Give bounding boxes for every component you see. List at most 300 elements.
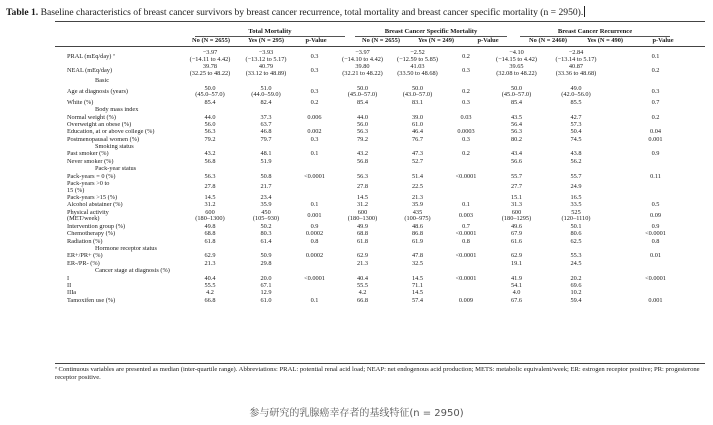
row-label: Smoking status xyxy=(95,143,134,151)
table-cell: 0.8 xyxy=(651,238,660,245)
table-cell xyxy=(445,159,487,166)
table-cell: 27.7 xyxy=(510,183,523,191)
table-cell: 24.5 xyxy=(570,260,582,267)
table-cell xyxy=(606,181,705,195)
table-cell: 44.0 xyxy=(204,114,216,121)
table-cell: 39.0 xyxy=(411,114,424,121)
table-bottom-rule xyxy=(55,363,705,364)
table-cell: 0.0002 xyxy=(305,230,324,238)
table-cell xyxy=(445,78,487,85)
table-cell: 0.2 xyxy=(462,151,470,158)
table-cell xyxy=(238,107,294,114)
table-cell: 0.1 xyxy=(310,202,319,209)
table-row xyxy=(55,275,705,282)
table-cell: 0.5 xyxy=(651,202,660,209)
column-header: p-Value xyxy=(477,37,499,44)
table-cell: 79.2 xyxy=(204,136,216,143)
table-cell: 50.9 xyxy=(260,253,272,260)
table-cell xyxy=(294,78,335,85)
row-label: Physical activity (MET/week) xyxy=(67,209,109,223)
table-cell: 47.3 xyxy=(411,151,424,158)
row-label: Normal weight (%) xyxy=(67,114,116,121)
table-cell xyxy=(335,268,390,275)
table-cell: 80.3 xyxy=(260,230,272,238)
table-cell: 56.3 xyxy=(204,128,216,136)
table-cell xyxy=(390,166,445,173)
table-cell xyxy=(182,78,238,85)
table-cell xyxy=(445,144,487,151)
table-row xyxy=(55,122,705,129)
table-cell: 43.5 xyxy=(510,114,523,121)
table-cell: 22.5 xyxy=(411,183,424,191)
table-top-rule xyxy=(55,21,705,22)
table-cell: 43.8 xyxy=(570,151,582,158)
table-cell xyxy=(445,283,487,290)
table-cell: 0.9 xyxy=(651,151,660,158)
table-cell: 66.8 xyxy=(356,297,369,304)
table-cell: 0.11 xyxy=(650,173,661,180)
row-label: Hormone receptor status xyxy=(95,245,157,252)
table-cell xyxy=(546,78,606,85)
table-cell: 57.4 xyxy=(411,297,424,304)
table-row xyxy=(55,195,705,202)
row-label: Postmenopausal women (%) xyxy=(67,136,140,143)
table-cell: 85.4 xyxy=(204,99,216,106)
table-cell: 85.4 xyxy=(510,99,523,106)
table-cell xyxy=(445,181,487,195)
table-row xyxy=(55,202,705,209)
table-cell: 0.01 xyxy=(649,253,662,260)
table-cell: 79.7 xyxy=(260,136,272,143)
table-row xyxy=(55,50,705,64)
table-cell: 27.8 xyxy=(356,183,369,191)
table-cell xyxy=(294,107,335,114)
table-cell: 0.3 xyxy=(310,88,319,96)
table-cell: 79.2 xyxy=(356,136,369,143)
table-cell: <0.0001 xyxy=(455,275,477,282)
table-cell: −4.10 (−14.15 to 4.42) xyxy=(496,50,537,63)
table-cell: 33.5 xyxy=(570,202,582,209)
table-cell: 35.9 xyxy=(411,202,424,209)
table-cell xyxy=(487,107,546,114)
table-cell xyxy=(445,246,487,253)
row-label: Intervention group (%) xyxy=(67,223,126,230)
table-cell: 51.4 xyxy=(411,173,424,180)
table-row xyxy=(55,99,705,106)
row-label: ER-/PR- (%) xyxy=(67,260,100,267)
table-cell xyxy=(606,78,705,85)
table-cell xyxy=(546,268,606,275)
table-cell: 0.03 xyxy=(460,114,472,121)
table-cell: −2.84 (−13.14 to 5.17) xyxy=(555,50,597,63)
table-cell: 27.8 xyxy=(204,183,216,191)
table-cell xyxy=(390,144,445,151)
table-cell: <0.0001 xyxy=(455,253,477,260)
table-cell: 14.5 xyxy=(411,289,424,297)
table-cell xyxy=(294,144,335,151)
table-cell: 50.0 (45.0–57.0) xyxy=(195,85,225,99)
table-cell xyxy=(294,283,335,290)
table-cell: 80.2 xyxy=(510,136,523,143)
table-cell: 76.7 xyxy=(411,136,424,143)
table-cell: 21.7 xyxy=(260,183,272,191)
table-cell xyxy=(182,144,238,151)
table-cell xyxy=(294,260,335,267)
table-cell: 0.8 xyxy=(310,238,319,245)
header-rule xyxy=(55,46,705,47)
table-cell: 24.9 xyxy=(570,183,582,191)
table-cell: 0.1 xyxy=(462,202,470,209)
table-title-text: Baseline characteristics of breast cancer survivors by breast cancer recurrence, total mortality and breast cancer specific mortality (n = 2950). xyxy=(40,7,584,18)
table-cell: 40.87 (33.36 to 48.68) xyxy=(555,64,597,77)
table-cell: 56.8 xyxy=(356,158,369,165)
table-cell: 32.5 xyxy=(411,260,424,267)
table-cell: 46.4 xyxy=(411,128,424,136)
table-cell: <0.0001 xyxy=(455,230,477,238)
table-cell: 4.2 xyxy=(206,289,214,297)
table-cell xyxy=(487,246,546,253)
table-cell xyxy=(445,107,487,114)
table-cell xyxy=(606,246,705,253)
table-cell: 29.8 xyxy=(260,260,272,267)
row-label: ER+/PR+ (%) xyxy=(67,253,103,260)
table-cell: 40.79 (33.12 to 48.89) xyxy=(245,64,287,77)
row-label: Body mass index xyxy=(95,106,139,114)
column-header: p-Value xyxy=(652,37,674,44)
table-cell: 44.0 xyxy=(356,114,369,121)
table-cell: 83.1 xyxy=(411,99,424,106)
table-cell: 0.1 xyxy=(310,297,319,304)
table-cell: 51.0 (44.0–59.0) xyxy=(251,85,281,99)
row-label: Tamoxifen use (%) xyxy=(67,297,116,304)
table-cell: 51.9 xyxy=(260,158,272,165)
table-cell xyxy=(606,122,705,129)
table-cell: 600 (180–1300) xyxy=(195,209,225,223)
table-cell: 48.6 xyxy=(411,223,424,230)
table-cell: 85.4 xyxy=(356,99,369,106)
column-header: No (N = 2460) xyxy=(529,37,567,44)
table-cell: 49.9 xyxy=(356,223,369,230)
table-cell: 0.003 xyxy=(458,212,474,220)
table-cell: 67.1 xyxy=(260,282,272,289)
table-cell xyxy=(294,122,335,129)
table-cell: 0.3 xyxy=(310,136,319,143)
table-cell: 39.65 (32.08 to 48.22) xyxy=(496,64,537,77)
table-cell: 55.7 xyxy=(510,173,523,180)
column-header: Yes (N = 249) xyxy=(417,37,455,44)
table-cell xyxy=(238,78,294,85)
table-cell xyxy=(606,283,705,290)
column-header: Yes (N = 295) xyxy=(247,37,285,44)
table-cell: 16.5 xyxy=(570,194,582,202)
table-cell: 600 (180–1295) xyxy=(501,209,532,223)
table-cell xyxy=(294,159,335,166)
table-cell: 0.9 xyxy=(651,223,660,230)
group-header-bc-specific-mortality: Breast Cancer Specific Mortality xyxy=(355,27,507,37)
table-cell: 0.3 xyxy=(310,66,319,74)
table-cell xyxy=(445,260,487,267)
table-cell: −3.97 (−14.10 to 4.42) xyxy=(342,50,383,63)
table-cell: 61.6 xyxy=(510,238,523,245)
table-cell: 46.8 xyxy=(260,128,272,136)
table-cell: 0.2 xyxy=(462,52,470,60)
table-cell xyxy=(390,107,445,114)
table-cell: 435 (100–975) xyxy=(404,209,431,223)
table-cell: 0.3 xyxy=(651,88,660,96)
table-cell: 47.8 xyxy=(411,253,424,260)
table-row xyxy=(55,283,705,290)
table-cell: 450 (105–930) xyxy=(252,209,280,223)
table-cell xyxy=(294,246,335,253)
row-label: Age at diagnosis (years) xyxy=(67,88,129,96)
table-row xyxy=(55,85,705,99)
row-label: Cancer stage at diagnosis (%) xyxy=(95,267,170,275)
table-cell: 85.5 xyxy=(570,99,582,106)
row-label: Chemotherapy (%) xyxy=(67,230,116,238)
table-cell xyxy=(335,166,390,173)
group-header-total-mortality: Total Mortality xyxy=(195,27,345,37)
table-cell xyxy=(606,166,705,173)
table-cell: 74.5 xyxy=(570,136,582,143)
table-cell: 4.2 xyxy=(358,289,367,297)
section-row xyxy=(55,246,705,253)
table-cell xyxy=(238,268,294,275)
table-cell: 66.8 xyxy=(204,297,216,304)
row-label: White (%) xyxy=(67,99,94,106)
table-cell: 61.0 xyxy=(260,297,272,304)
row-label: Pack-years = 0 (%) xyxy=(67,173,116,180)
table-row xyxy=(55,223,705,230)
table-cell: 0.2 xyxy=(651,114,660,121)
table-cell: 0.1 xyxy=(651,52,660,60)
table-cell xyxy=(390,78,445,85)
table-cell: 61.0 xyxy=(411,121,424,128)
table-cell: 21.3 xyxy=(411,194,424,202)
table-cell: 55.5 xyxy=(204,282,216,289)
table-cell: <0.0001 xyxy=(455,173,477,180)
table-cell xyxy=(182,268,238,275)
row-label: Never smoker (%) xyxy=(67,158,114,165)
table-cell: 86.8 xyxy=(411,230,424,238)
table-cell xyxy=(606,195,705,202)
table-cell: 0.3 xyxy=(310,52,319,60)
table-cell: 0.0002 xyxy=(305,253,324,260)
table-cell: 56.2 xyxy=(570,158,582,165)
section-row xyxy=(55,166,705,173)
table-cell: −3.97 (−14.11 to 4.42) xyxy=(189,50,231,63)
table-cell: 56.0 xyxy=(204,121,216,128)
table-cell xyxy=(606,260,705,267)
column-header: No (N = 2655) xyxy=(362,37,400,44)
table-cell xyxy=(294,166,335,173)
table-cell: −3.93 (−13.12 to 5.17) xyxy=(245,50,287,63)
table-cell: 57.3 xyxy=(570,121,582,128)
table-cell: 31.3 xyxy=(510,202,523,209)
table-cell xyxy=(294,181,335,195)
table-cell: 61.4 xyxy=(260,238,272,245)
table-cell xyxy=(606,290,705,297)
table-cell xyxy=(335,78,390,85)
table-cell: −2.52 (−12.59 to 5.85) xyxy=(397,50,438,63)
table-cell: 82.4 xyxy=(260,99,272,106)
table-cell: <0.0001 xyxy=(304,173,325,180)
table-row xyxy=(55,290,705,297)
table-cell: 50.0 (43.0–57.0) xyxy=(402,85,433,99)
table-cell: <0.0001 xyxy=(645,275,666,282)
table-cell: 0.2 xyxy=(462,88,470,96)
table-row xyxy=(55,64,705,78)
table-cell: 48.1 xyxy=(260,151,272,158)
table-cell: 62.5 xyxy=(570,238,582,245)
table-cell: 0.002 xyxy=(307,128,322,136)
table-cell: 62.9 xyxy=(510,253,523,260)
section-row xyxy=(55,78,705,85)
row-label: Past smoker (%) xyxy=(67,151,109,158)
table-cell: 61.8 xyxy=(356,238,369,245)
table-cell: 43.4 xyxy=(510,151,523,158)
table-cell: 14.5 xyxy=(411,275,424,282)
table-cell xyxy=(445,290,487,297)
table-cell: 0.9 xyxy=(310,223,319,230)
table-cell: 56.3 xyxy=(510,128,523,136)
table-cell xyxy=(487,268,546,275)
table-cell xyxy=(606,268,705,275)
row-label: Education, at or above college (%) xyxy=(67,128,155,136)
table-cell: 0.7 xyxy=(651,99,660,106)
table-cell: 63.7 xyxy=(260,121,272,128)
table-cell: 0.3 xyxy=(462,66,470,74)
table-cell: 67.9 xyxy=(510,230,523,238)
table-cell: 56.0 xyxy=(356,121,369,128)
table-cell: 14.5 xyxy=(204,194,216,202)
section-row xyxy=(55,107,705,114)
table-cell: 40.4 xyxy=(204,275,216,282)
table-cell: 19.1 xyxy=(510,260,523,267)
table-cell: 12.9 xyxy=(260,289,272,297)
table-cell: 0.1 xyxy=(310,151,319,158)
table-cell: 56.4 xyxy=(510,121,523,128)
table-cell: 21.3 xyxy=(356,260,369,267)
table-cell xyxy=(390,246,445,253)
table-cell xyxy=(445,195,487,202)
table-cell: 0.2 xyxy=(651,66,660,74)
table-cell xyxy=(182,166,238,173)
table-cell: 56.3 xyxy=(356,173,369,180)
table-cell: 55.5 xyxy=(356,282,369,289)
table-cell: 62.9 xyxy=(356,253,369,260)
table-cell xyxy=(182,246,238,253)
row-label: I xyxy=(67,275,70,282)
table-cell xyxy=(546,144,606,151)
row-label: NEAL (mEq/day) xyxy=(67,66,113,74)
table-cell xyxy=(238,246,294,253)
table-cell: 68.8 xyxy=(356,230,369,238)
table-cell xyxy=(445,166,487,173)
table-cell xyxy=(294,268,335,275)
table-cell xyxy=(606,144,705,151)
row-label: Alcohol abstainer (%) xyxy=(67,202,123,209)
table-cell: 4.0 xyxy=(512,289,521,297)
table-title xyxy=(6,6,706,18)
table-cell: 0.009 xyxy=(458,297,474,304)
table-row xyxy=(55,159,705,166)
table-cell xyxy=(445,122,487,129)
table-cell xyxy=(390,268,445,275)
table-cell: 56.3 xyxy=(204,173,216,180)
table-cell xyxy=(487,78,546,85)
baseline-table xyxy=(55,50,705,305)
table-cell xyxy=(294,195,335,202)
table-cell: 50.8 xyxy=(260,173,272,180)
table-cell: <0.0001 xyxy=(304,275,325,282)
table-cell: 0.7 xyxy=(462,223,470,230)
table-row xyxy=(55,173,705,180)
table-title-label: Table 1. xyxy=(6,7,39,18)
text-cursor xyxy=(584,6,585,17)
group-header-bc-recurrence: Breast Cancer Recurrence xyxy=(520,27,670,37)
table-cell: <0.0001 xyxy=(645,230,666,238)
table-cell: 43.2 xyxy=(204,151,216,158)
table-cell: 14.5 xyxy=(356,194,369,202)
table-cell xyxy=(546,107,606,114)
table-cell xyxy=(445,268,487,275)
row-label: PRAL (mEq/day) ª xyxy=(67,52,115,60)
table-cell: 0.3 xyxy=(462,99,470,106)
table-cell: 49.0 (42.0–56.0) xyxy=(561,85,591,99)
table-cell: 41.9 xyxy=(510,275,523,282)
table-row xyxy=(55,297,705,304)
table-cell: 56.3 xyxy=(356,128,369,136)
table-row xyxy=(55,209,705,223)
table-cell: 0.2 xyxy=(310,99,319,106)
table-cell: 50.4 xyxy=(570,128,582,136)
table-cell xyxy=(238,166,294,173)
table-cell: 0.001 xyxy=(648,136,663,143)
table-cell: 600 (180–1300) xyxy=(347,209,378,223)
table-cell: 71.1 xyxy=(411,282,424,289)
column-header: Yes (N = 490) xyxy=(586,37,624,44)
table-row xyxy=(55,136,705,143)
table-cell xyxy=(546,166,606,173)
table-cell: 15.1 xyxy=(510,194,523,202)
table-cell: 31.2 xyxy=(204,202,216,209)
row-label: Overweight an obese (%) xyxy=(67,121,132,128)
table-cell: 35.9 xyxy=(260,202,272,209)
table-cell: 49.8 xyxy=(204,223,216,230)
table-cell xyxy=(335,246,390,253)
table-cell: 50.0 (45.0–57.0) xyxy=(347,85,378,99)
table-cell xyxy=(546,246,606,253)
table-cell xyxy=(487,166,546,173)
table-cell: 50.0 (45.0–57.0) xyxy=(501,85,532,99)
table-footnote: ª Continuous variables are presented as median (inter-quartile range). Abbreviations: PRAL: potential renal acid load; NEAP: net endogenous acid production; METS: metabolic equivalent/week; ER: estrogen receptor positive; PR: progesterone receptor positive. xyxy=(55,366,700,382)
table-cell: 525 (120–1110) xyxy=(561,209,591,223)
table-row xyxy=(55,231,705,238)
table-cell: 37.3 xyxy=(260,114,272,121)
table-cell: 54.1 xyxy=(510,282,523,289)
table-cell: 0.006 xyxy=(307,114,322,121)
table-cell: 0.3 xyxy=(462,136,470,143)
table-row xyxy=(55,181,705,195)
section-row xyxy=(55,268,705,275)
table-cell: 0.001 xyxy=(648,297,663,304)
table-cell xyxy=(294,290,335,297)
table-cell: 0.0003 xyxy=(457,128,475,136)
row-label: Radiation (%) xyxy=(67,238,103,245)
table-body xyxy=(55,50,705,305)
row-label: IIIa xyxy=(67,289,77,297)
table-row xyxy=(55,114,705,121)
